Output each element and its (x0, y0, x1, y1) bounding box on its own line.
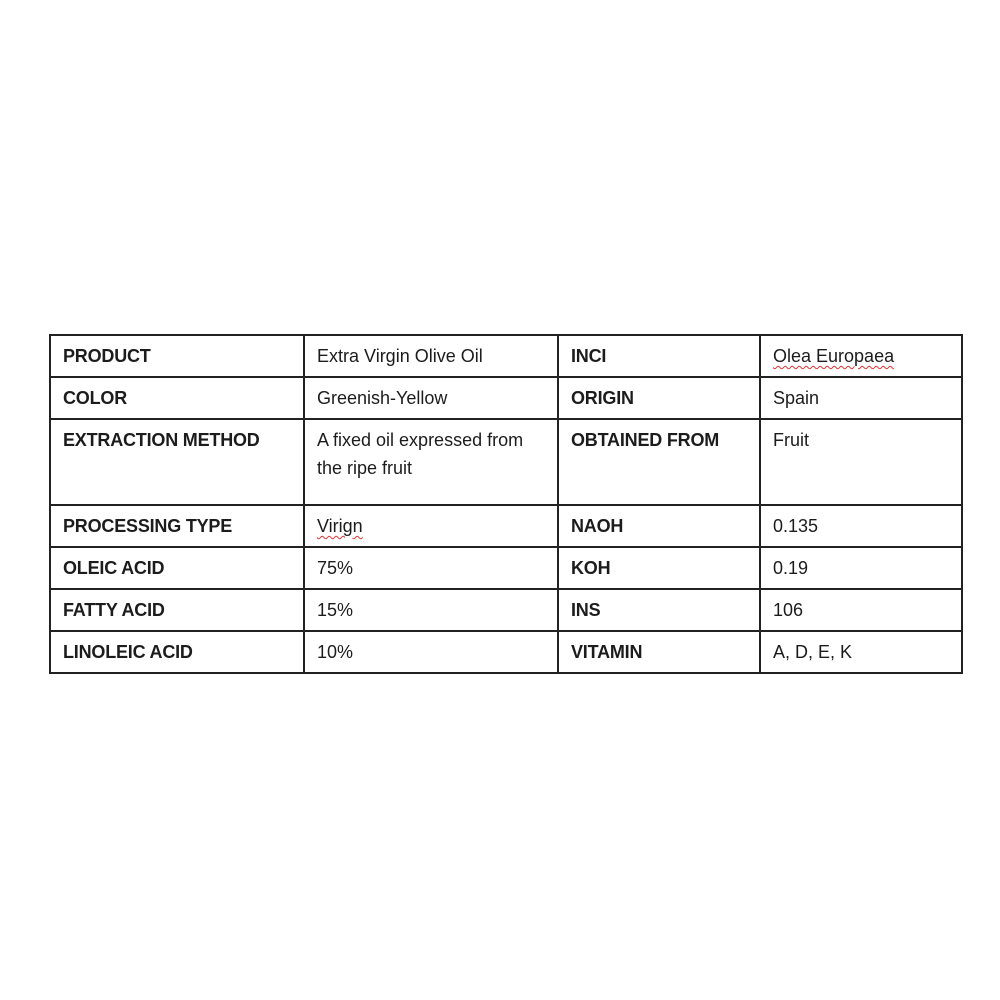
row-label: INCI (558, 335, 760, 377)
spellcheck-text: Virign (317, 516, 363, 536)
row-value: 106 (760, 589, 962, 631)
row-value: Extra Virgin Olive Oil (304, 335, 558, 377)
spellcheck-text: Olea Europaea (773, 346, 895, 366)
row-value: 0.135 (760, 505, 962, 547)
row-label: ORIGIN (558, 377, 760, 419)
table-row (50, 589, 962, 631)
row-label: VITAMIN (558, 631, 760, 673)
row-value: 0.19 (760, 547, 962, 589)
row-value: 10% (304, 631, 558, 673)
row-value (760, 335, 962, 377)
table-row (50, 631, 962, 673)
row-value: A fixed oil expressed from the ripe fruit (304, 419, 558, 505)
row-label: PRODUCT (50, 335, 304, 377)
table-row (50, 419, 962, 505)
row-label: EXTRACTION METHOD (50, 419, 304, 505)
row-label: OBTAINED FROM (558, 419, 760, 505)
row-label: INS (558, 589, 760, 631)
row-label: PROCESSING TYPE (50, 505, 304, 547)
row-label: LINOLEIC ACID (50, 631, 304, 673)
row-value: 15% (304, 589, 558, 631)
table-row (50, 505, 962, 547)
row-label: KOH (558, 547, 760, 589)
row-label: NAOH (558, 505, 760, 547)
row-label: FATTY ACID (50, 589, 304, 631)
row-value (304, 505, 558, 547)
row-value: 75% (304, 547, 558, 589)
product-spec-table (49, 334, 963, 674)
row-label: OLEIC ACID (50, 547, 304, 589)
row-value: Greenish-Yellow (304, 377, 558, 419)
row-label: COLOR (50, 377, 304, 419)
row-value: A, D, E, K (760, 631, 962, 673)
row-value: Fruit (760, 419, 962, 505)
table-row (50, 377, 962, 419)
row-value: Spain (760, 377, 962, 419)
table-row (50, 335, 962, 377)
table-row (50, 547, 962, 589)
